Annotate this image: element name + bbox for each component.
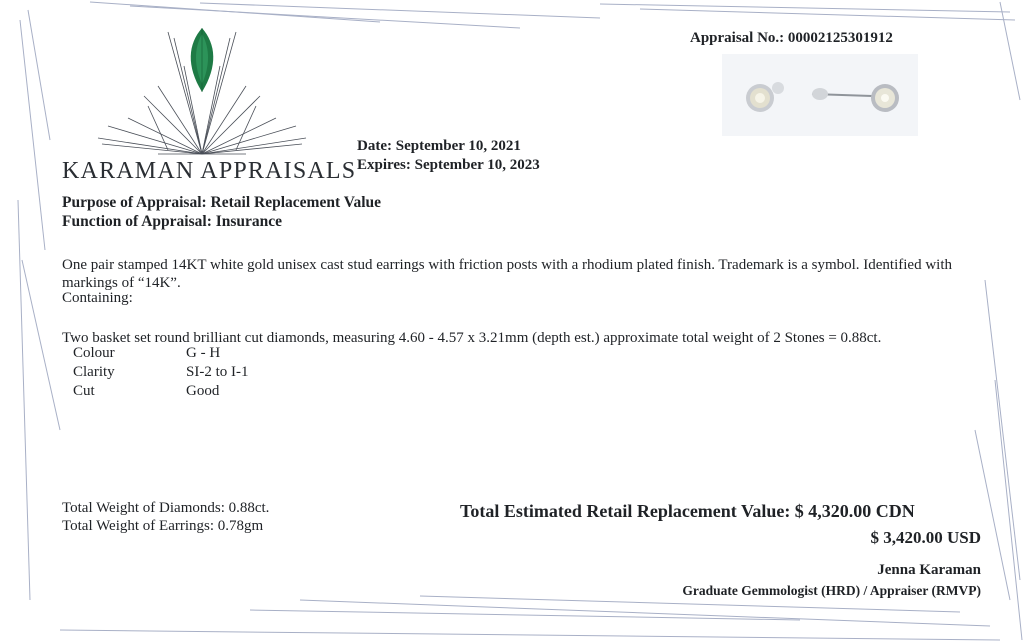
spec-value-clarity: SI-2 to I-1 <box>186 364 249 380</box>
earrings-photo <box>722 54 918 136</box>
spec-label-clarity: Clarity <box>73 364 115 380</box>
appraiser-title: Graduate Gemmologist (HRD) / Appraiser (RMVP) <box>682 583 981 598</box>
spec-value-cut: Good <box>186 383 220 399</box>
stones-description: Two basket set round brilliant cut diamonds, measuring 4.60 - 4.57 x 3.21mm (depth est.) approximate total weight of 2 Stones = 0.88ct. <box>62 330 882 346</box>
total-weight-diamonds: Total Weight of Diamonds: 0.88ct. <box>62 500 270 516</box>
company-name: KARAMAN APPRAISALS <box>62 158 357 184</box>
total-value-cdn: Total Estimated Retail Replacement Value: $ 4,320.00 CDN <box>460 501 915 521</box>
spec-value-colour: G - H <box>186 345 221 361</box>
total-value-usd: $ 3,420.00 USD <box>870 528 981 547</box>
company-logo <box>88 26 316 158</box>
appraisal-function: Function of Appraisal: Insurance <box>62 213 283 230</box>
total-weight-earrings: Total Weight of Earrings: 0.78gm <box>62 518 264 534</box>
appraiser-name: Jenna Karaman <box>877 562 981 578</box>
item-description: One pair stamped 14KT white gold unisex cast stud earrings with friction posts with a rhodium plated finish. Trademark is a symbol. Identified with markings of “14K”. <box>62 257 953 291</box>
spec-label-colour: Colour <box>73 345 115 361</box>
appraisal-number: Appraisal No.: 00002125301912 <box>690 30 893 46</box>
spec-label-cut: Cut <box>73 383 95 399</box>
appraisal-purpose: Purpose of Appraisal: Retail Replacement Value <box>62 194 382 211</box>
appraisal-expiry-date: Expires: September 10, 2023 <box>357 157 540 173</box>
appraisal-date: Date: September 10, 2021 <box>357 138 521 154</box>
containing-label: Containing: <box>62 290 133 306</box>
